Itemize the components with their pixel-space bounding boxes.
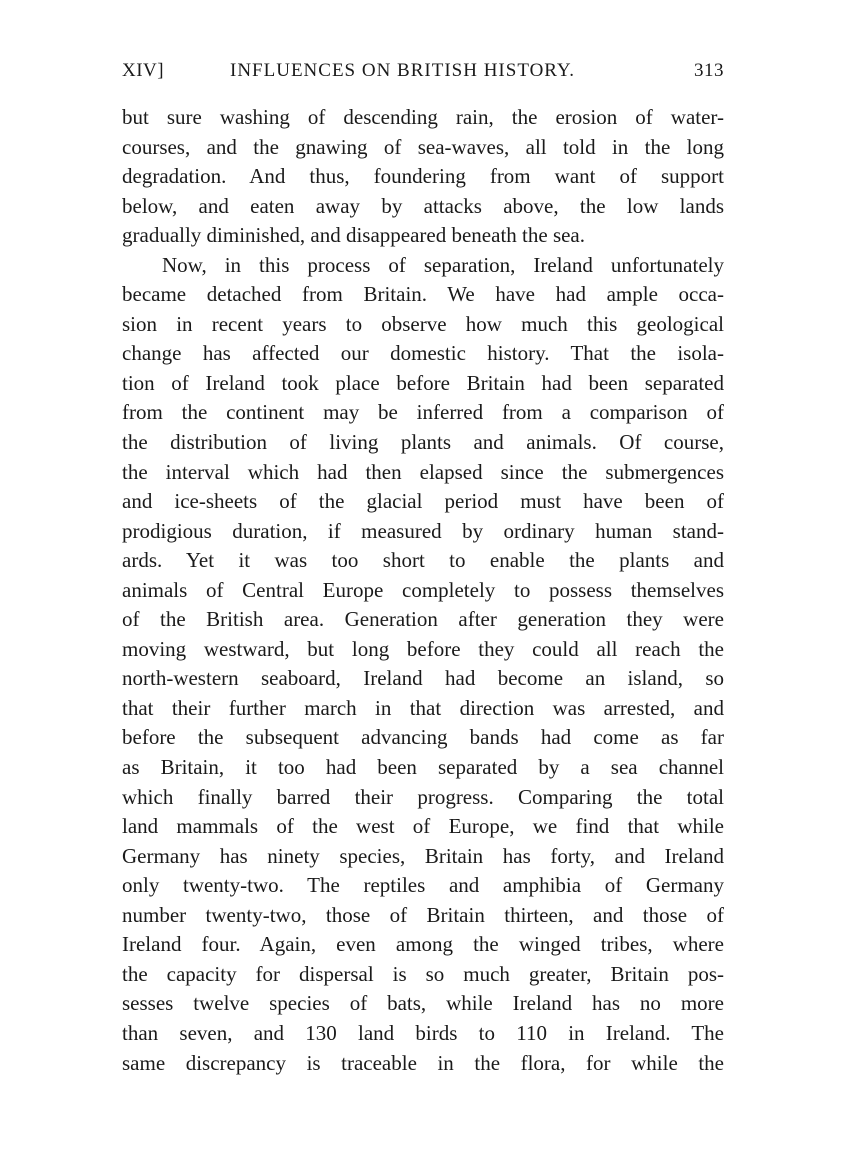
running-header bbox=[122, 60, 724, 90]
text-line: as Britain, it too had been separated by a sea channel bbox=[122, 755, 724, 780]
chapter-number: XIV] bbox=[122, 60, 165, 81]
text-line: sesses twelve species of bats, while Ireland has no more bbox=[122, 991, 724, 1016]
running-title: INFLUENCES ON BRITISH HISTORY. bbox=[230, 60, 575, 81]
text-line: land mammals of the west of Europe, we find that while bbox=[122, 814, 724, 839]
text-line: which finally barred their progress. Comparing the total bbox=[122, 784, 724, 809]
text-line: and ice-sheets of the glacial period must have been of bbox=[122, 489, 724, 514]
text-line: the capacity for dispersal is so much greater, Britain pos- bbox=[122, 961, 724, 986]
text-line: Germany has ninety species, Britain has forty, and Ireland bbox=[122, 843, 724, 868]
text-line: prodigious duration, if measured by ordinary human stand- bbox=[122, 518, 724, 543]
text-line: tion of Ireland took place before Britain had been separated bbox=[122, 370, 724, 395]
text-line: degradation. And thus, foundering from want of support bbox=[122, 164, 724, 189]
text-line: north-western seaboard, Ireland had become an island, so bbox=[122, 666, 724, 691]
text-line: than seven, and 130 land birds to 110 in Ireland. The bbox=[122, 1020, 724, 1045]
text-line: the interval which had then elapsed since the submergences bbox=[122, 459, 724, 484]
text-line: moving westward, but long before they could all reach the bbox=[122, 636, 724, 661]
text-line: Ireland four. Again, even among the winged tribes, where bbox=[122, 932, 724, 957]
text-line: below, and eaten away by attacks above, the low lands bbox=[122, 193, 724, 218]
text-line: that their further march in that direction was arrested, and bbox=[122, 695, 724, 720]
paragraph-start-line: Now, in this process of separation, Ireland unfortunately bbox=[162, 252, 724, 277]
text-line: of the British area. Generation after generation they were bbox=[122, 607, 724, 632]
text-line: change has affected our domestic history. That the isola- bbox=[122, 341, 724, 366]
text-line: before the subsequent advancing bands had come as far bbox=[122, 725, 724, 750]
text-line: only twenty-two. The reptiles and amphibia of Germany bbox=[122, 873, 724, 898]
text-line: ards. Yet it was too short to enable the plants and bbox=[122, 548, 724, 573]
text-line: courses, and the gnawing of sea-waves, all told in the long bbox=[122, 134, 724, 159]
text-line: but sure washing of descending rain, the erosion of water- bbox=[122, 105, 724, 129]
paragraph-end-line: gradually diminished, and disappeared beneath the sea. bbox=[122, 223, 586, 248]
page-number: 313 bbox=[694, 60, 724, 81]
text-line: sion in recent years to observe how much this geological bbox=[122, 311, 724, 336]
text-line: from the continent may be inferred from a comparison of bbox=[122, 400, 724, 425]
body-text bbox=[122, 103, 724, 1078]
text-line: animals of Central Europe completely to possess themselves bbox=[122, 577, 724, 602]
text-line: became detached from Britain. We have had ample occa- bbox=[122, 282, 724, 307]
text-line: the distribution of living plants and animals. Of course, bbox=[122, 430, 724, 455]
text-line: number twenty-two, those of Britain thirteen, and those of bbox=[122, 902, 724, 927]
text-line: same discrepancy is traceable in the flora, for while the bbox=[122, 1050, 724, 1075]
